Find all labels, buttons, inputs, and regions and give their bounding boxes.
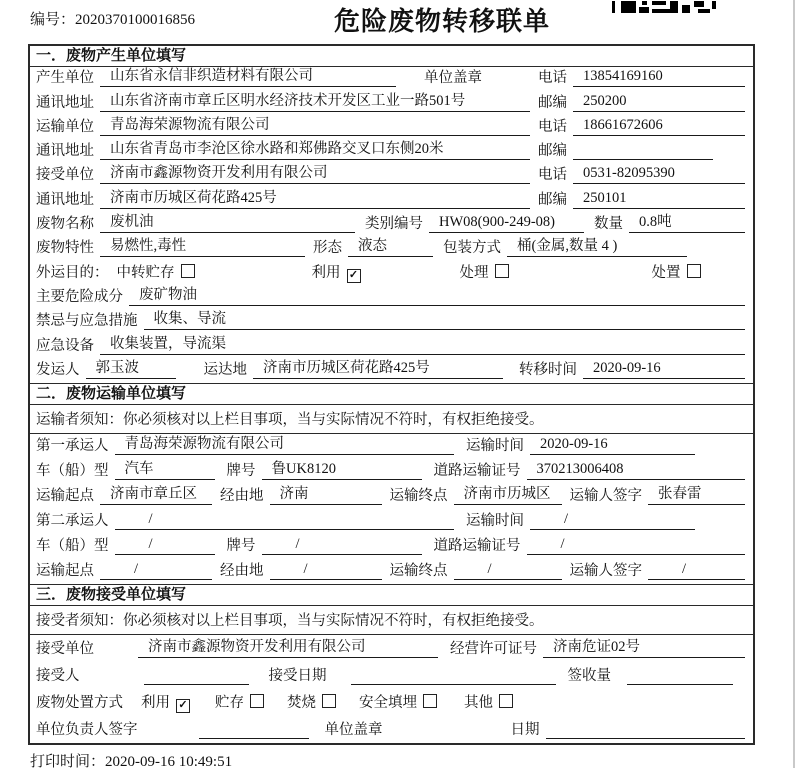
disposal-option-burn	[287, 691, 336, 712]
accept-date-label: 接受日期	[268, 667, 327, 684]
option-text: 焚烧	[287, 694, 316, 711]
zip-label: 邮编	[538, 191, 567, 208]
via-label: 经由地	[220, 487, 264, 504]
form-row-vehicle2	[30, 534, 753, 559]
category-label: 类别编号	[365, 216, 423, 233]
address-label: 通讯地址	[36, 191, 94, 208]
form-row-waste-properties	[30, 237, 753, 261]
checkbox-icon	[322, 694, 336, 708]
responsible-sign-label: 单位负责人签字	[36, 721, 138, 738]
transport-time-value: /	[530, 511, 695, 530]
zip-value: 250200	[573, 93, 745, 112]
section2-body	[30, 405, 753, 584]
carrier-sign-label: 运输人签字	[569, 562, 642, 579]
vehicle-type-label: 车（船）型	[36, 537, 109, 554]
taboo-label: 禁忌与应急措施	[36, 313, 138, 330]
form-row-carrier2	[30, 509, 753, 534]
address-label: 通讯地址	[36, 94, 94, 111]
form-state-label: 形态	[313, 240, 342, 257]
phone-label: 电话	[538, 167, 567, 184]
form-state-value: 液态	[348, 234, 433, 257]
unit-seal-label: 单位盖章	[324, 721, 383, 738]
packing-label: 包装方式	[443, 240, 501, 257]
road-permit-label: 道路运输证号	[433, 462, 521, 479]
page-title: 危险废物转移联单	[334, 7, 551, 36]
section1-body	[30, 67, 753, 383]
road-permit-label: 道路运输证号	[433, 537, 521, 554]
signed-qty-label: 签收量	[567, 667, 611, 684]
checkbox-icon	[687, 264, 701, 278]
vehicle-type-value: 汽车	[115, 457, 215, 480]
checkbox-checked-icon: ✓	[347, 269, 361, 283]
receiver-value: 济南市鑫源物资开发利用有限公司	[100, 161, 530, 184]
checkbox-icon	[495, 264, 509, 278]
date-label: 日期	[510, 721, 540, 738]
phone-value: 0531-82095390	[573, 165, 745, 184]
destination-label: 运达地	[203, 361, 247, 378]
transfer-time-label: 转移时间	[519, 361, 577, 378]
waste-character-value: 易燃性,毒性	[100, 234, 305, 257]
disposal-option-other	[464, 691, 513, 712]
license-label: 经营许可证号	[450, 640, 537, 657]
zip-label: 邮编	[538, 143, 567, 160]
section3-body	[30, 606, 753, 743]
road-permit-value: /	[527, 536, 746, 555]
signed-qty-value	[627, 668, 733, 685]
terminus-label: 运输终点	[389, 562, 448, 579]
transport-time-label: 运输时间	[466, 512, 524, 529]
option-text: 处理	[459, 264, 489, 281]
plate-value: 鲁UK8120	[262, 457, 422, 480]
via-value: 济南	[270, 482, 382, 505]
qr-code-fragment	[612, 0, 716, 18]
address-value: 济南市历城区荷花路425号	[100, 186, 530, 209]
origin-label: 运输起点	[36, 487, 94, 504]
transfer-time-value: 2020-09-16	[583, 360, 745, 379]
checkbox-checked-icon: ✓	[176, 699, 190, 713]
road-permit-value: 370213006408	[527, 461, 746, 480]
purpose-option-use	[312, 261, 361, 282]
equipment-value: 收集装置，导流渠	[100, 332, 745, 355]
waste-character-label: 废物特性	[36, 240, 94, 257]
purpose-option-treat	[460, 261, 509, 282]
plate-label: 牌号	[226, 462, 256, 479]
acceptor-label: 接受人	[36, 667, 80, 684]
disposal-option-store	[215, 691, 264, 712]
unit-seal-label: 单位盖章	[424, 70, 482, 87]
carrier1-label: 第一承运人	[36, 437, 109, 454]
disposal-option-landfill	[359, 691, 437, 712]
transporter-notice: 运输者须知：你必须核对以上栏目事项，当与实际情况不符时，有权拒绝接受。	[30, 405, 753, 434]
manifest-form	[28, 44, 755, 745]
quantity-label: 数量	[594, 216, 623, 233]
page-edge-line	[793, 0, 795, 768]
purpose-label: 外运目的：	[36, 264, 109, 281]
carrier-sign-label: 运输人签字	[569, 487, 642, 504]
vehicle-type-value: /	[115, 536, 215, 555]
option-text: 中转贮存	[116, 264, 175, 281]
plate-value: /	[262, 536, 422, 555]
vehicle-type-label: 车（船）型	[36, 462, 109, 479]
carrier-sign-value: /	[648, 561, 745, 580]
quantity-value: 0.8吨	[629, 210, 745, 233]
carrier1-value: 青岛海荣源物流有限公司	[115, 432, 455, 455]
checkbox-icon	[181, 264, 195, 278]
date-value	[546, 722, 746, 739]
print-time-label: 打印时间：	[30, 754, 106, 768]
serial-label: 编号：	[30, 12, 76, 28]
taboo-value: 收集、导流	[144, 307, 746, 330]
purpose-option-storage	[117, 261, 195, 282]
option-text: 贮存	[215, 694, 244, 711]
producer-value: 山东省永信非织造材料有限公司	[100, 64, 396, 87]
print-time-line	[30, 750, 232, 768]
hazard-label: 主要危险成分	[36, 288, 123, 305]
license-value: 济南危证02号	[543, 635, 745, 658]
origin-label: 运输起点	[36, 562, 94, 579]
checkbox-icon	[423, 694, 437, 708]
serial-number-line	[30, 8, 195, 29]
option-text: 其他	[464, 694, 493, 711]
form-row-acceptor	[30, 662, 753, 689]
phone-value: 18661672606	[573, 117, 745, 136]
disposal-option-use	[141, 691, 190, 712]
checkbox-icon	[250, 694, 264, 708]
form-row-route2	[30, 559, 753, 584]
option-text: 利用	[311, 264, 341, 281]
receiver-notice: 接受者须知：你必须核对以上栏目事项，当与实际情况不符时，有权拒绝接受。	[30, 606, 753, 635]
zip-value: 250101	[573, 190, 745, 209]
address-value: 山东省青岛市李沧区徐水路和郑佛路交叉口东侧20米	[100, 137, 530, 160]
terminus-label: 运输终点	[389, 487, 448, 504]
carrier-sign-value: 张春雷	[648, 482, 745, 505]
via-label: 经由地	[220, 562, 264, 579]
transporter-value: 青岛海荣源物流有限公司	[100, 113, 530, 136]
zip-label: 邮编	[538, 94, 567, 111]
terminus-value: 济南市历城区	[454, 482, 562, 505]
destination-value: 济南市历城区荷花路425号	[253, 356, 503, 379]
category-value: HW08(900-249-08)	[429, 214, 584, 233]
option-text: 利用	[141, 694, 170, 711]
equipment-label: 应急设备	[36, 337, 94, 354]
hazard-value: 废矿物油	[129, 283, 745, 306]
phone-label: 电话	[538, 70, 567, 87]
shipper-value: 郭玉波	[86, 356, 176, 379]
serial-number: 2020370100016856	[75, 12, 196, 28]
plate-label: 牌号	[226, 537, 256, 554]
form-row-disposal-method	[30, 689, 753, 716]
transporter-label: 运输单位	[36, 118, 94, 135]
receiver-label: 接受单位	[36, 167, 94, 184]
section2-title: 二．废物运输单位填写	[30, 383, 753, 405]
accept-date-value	[351, 668, 556, 685]
origin-value: /	[100, 561, 212, 580]
waste-name-value: 废机油	[100, 210, 355, 233]
form-row-responsible-sign	[30, 716, 753, 743]
waste-name-label: 废物名称	[36, 216, 94, 233]
section3-title: 三．废物接受单位填写	[30, 584, 753, 606]
print-time-value: 2020-09-16 10:49:51	[105, 754, 233, 768]
shipper-label: 发运人	[36, 361, 80, 378]
producer-label: 产生单位	[36, 70, 94, 87]
form-row-carrier1	[30, 434, 753, 459]
via-value: /	[270, 561, 382, 580]
accept-unit-label: 接受单位	[36, 640, 94, 657]
address-label: 通讯地址	[36, 143, 94, 160]
transport-time-label: 运输时间	[466, 437, 524, 454]
form-row-route1	[30, 484, 753, 509]
carrier2-value: /	[115, 511, 455, 530]
form-row-vehicle1	[30, 459, 753, 484]
origin-value: 济南市章丘区	[100, 482, 212, 505]
option-text: 处置	[651, 264, 681, 281]
transport-time-value: 2020-09-16	[530, 436, 695, 455]
phone-label: 电话	[538, 118, 567, 135]
acceptor-value	[144, 668, 249, 685]
terminus-value: /	[454, 561, 562, 580]
zip-value	[573, 143, 713, 160]
address-value: 山东省济南市章丘区明水经济技术开发区工业一路501号	[100, 89, 530, 112]
responsible-sign-value	[199, 722, 309, 739]
phone-value: 13854169160	[573, 68, 745, 87]
disposal-label: 废物处置方式	[36, 694, 123, 711]
section1-title: 一．废物产生单位填写	[30, 46, 753, 67]
accept-unit-value: 济南市鑫源物资开发利用有限公司	[138, 635, 438, 658]
purpose-option-dispose	[652, 261, 701, 282]
carrier2-label: 第二承运人	[36, 512, 109, 529]
form-row-shipper	[30, 359, 753, 383]
packing-value: 桶(金属,数量 4 )	[507, 234, 687, 257]
form-row-accept-unit	[30, 635, 753, 662]
checkbox-icon	[499, 694, 513, 708]
option-text: 安全填埋	[359, 694, 417, 711]
